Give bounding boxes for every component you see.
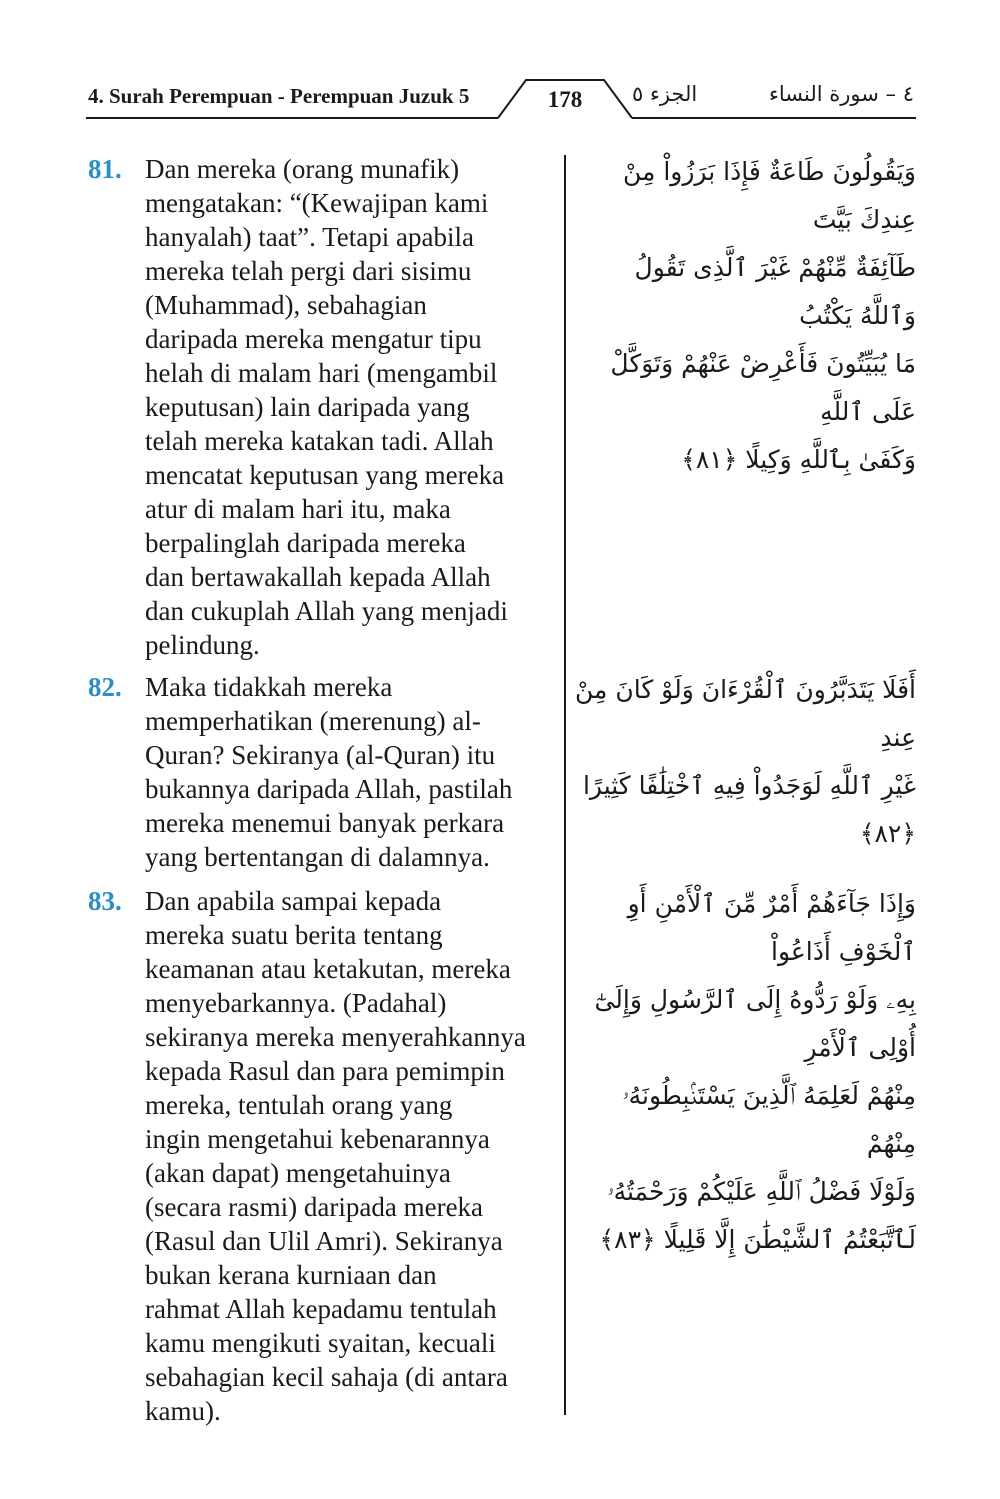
verse-text: Dan apabila sampai kepada mereka suatu berita tentang keamanan atau ketakutan, mereka menyebarkannya. (Padahal) sekiranya mereka menyerahkannya kepada Rasul dan para pemimpin mereka, tentulah orang yang ingin mengetahui kebenarannya (akan dapat) mengetahuinya (secara rasmi) daripada mereka (Rasul dan Ulil Amri). Sekiranya bukan kerana kurniaan dan rahmat Allah kepadamu tentulah kamu mengikuti syaitan, kecuali sebahagian kecil sahaja (di antara kamu). — [145, 886, 526, 1426]
verse-number: 82. — [88, 672, 122, 702]
verse-83-arabic: وَإِذَا جَآءَهُمْ أَمْرٌ مِّنَ ٱلْأَمْنِ أَوِ ٱلْخَوْفِ أَذَاعُواْ بِهِۦ وَلَوْ رَدُّوهُ إِلَى ٱلرَّسُولِ وَإِلَىٰٓ أُوْلِى ٱلْأَمْرِ مِنْهُمْ لَعَلِمَهُ ٱلَّذِينَ يَسْتَنۢبِطُونَهُۥ مِنْهُمْ وَلَوْلَا فَضْلُ ٱللَّهِ عَلَيْكُمْ وَرَحْمَتُهُۥ لَٱتَّبَعْتُمُ ٱلشَّيْطَٰنَ إِلَّا قَلِيلًا ﴿٨٣﴾ — [594, 889, 916, 1254]
page-number: 178 — [547, 87, 583, 112]
verse-text: Dan mereka (orang munafik) mengatakan: “(Kewajipan kami hanyalah) taat”. Tetapi apabila mereka telah pergi dari sisimu (Muhammad), sebahagian daripada mereka mengatur tipu helah di malam hari (mengambil keputusan) lain daripada yang telah mereka katakan tadi. Allah mencatat keputusan yang mereka atur di malam hari itu, maka berpalinglah daripada mereka dan bertawakallah kepada Allah dan cukuplah Allah yang menjadi pelindung. — [145, 154, 508, 660]
page-header — [0, 0, 1000, 130]
verse-81-arabic: وَيَقُولُونَ طَاعَةٌ فَإِذَا بَرَزُواْ مِنْ عِندِكَ بَيَّتَ طَآئِفَةٌ مِّنْهُمْ غَيْرَ ٱلَّذِى تَقُولُ وَٱللَّهُ يَكْتُبُ مَا يُبَيِّتُونَ فَأَعْرِضْ عَنْهُمْ وَتَوَكَّلْ عَلَى ٱللَّهِ وَكَفَىٰ بِٱللَّهِ وَكِيلًا ﴿٨١﴾ — [610, 157, 916, 474]
verse-text: Maka tidakkah mereka memperhatikan (merenung) al- Quran? Sekiranya (al-Quran) itu bukannya daripada Allah, pastilah mereka menemui banyak perkara yang bertentangan di dalamnya. — [145, 672, 513, 872]
verse-82-arabic: أَفَلَا يَتَدَبَّرُونَ ٱلْقُرْءَانَ وَلَوْ كَانَ مِنْ عِندِ غَيْرِ ٱللَّهِ لَوَجَدُواْ فِيهِ ٱخْتِلَٰفًا كَثِيرًا ﴿٨٢﴾ — [574, 675, 916, 848]
verse-number: 83. — [88, 886, 122, 916]
header-surah-arabic: ٤ – سورة النساء — [769, 82, 914, 106]
header-rule — [0, 0, 1000, 130]
header-surah-title: 4. Surah Perempuan - Perempuan Juzuk 5 — [88, 84, 470, 108]
verse-number: 81. — [88, 154, 122, 184]
header-juz-arabic: الجزء ٥ — [632, 82, 698, 106]
